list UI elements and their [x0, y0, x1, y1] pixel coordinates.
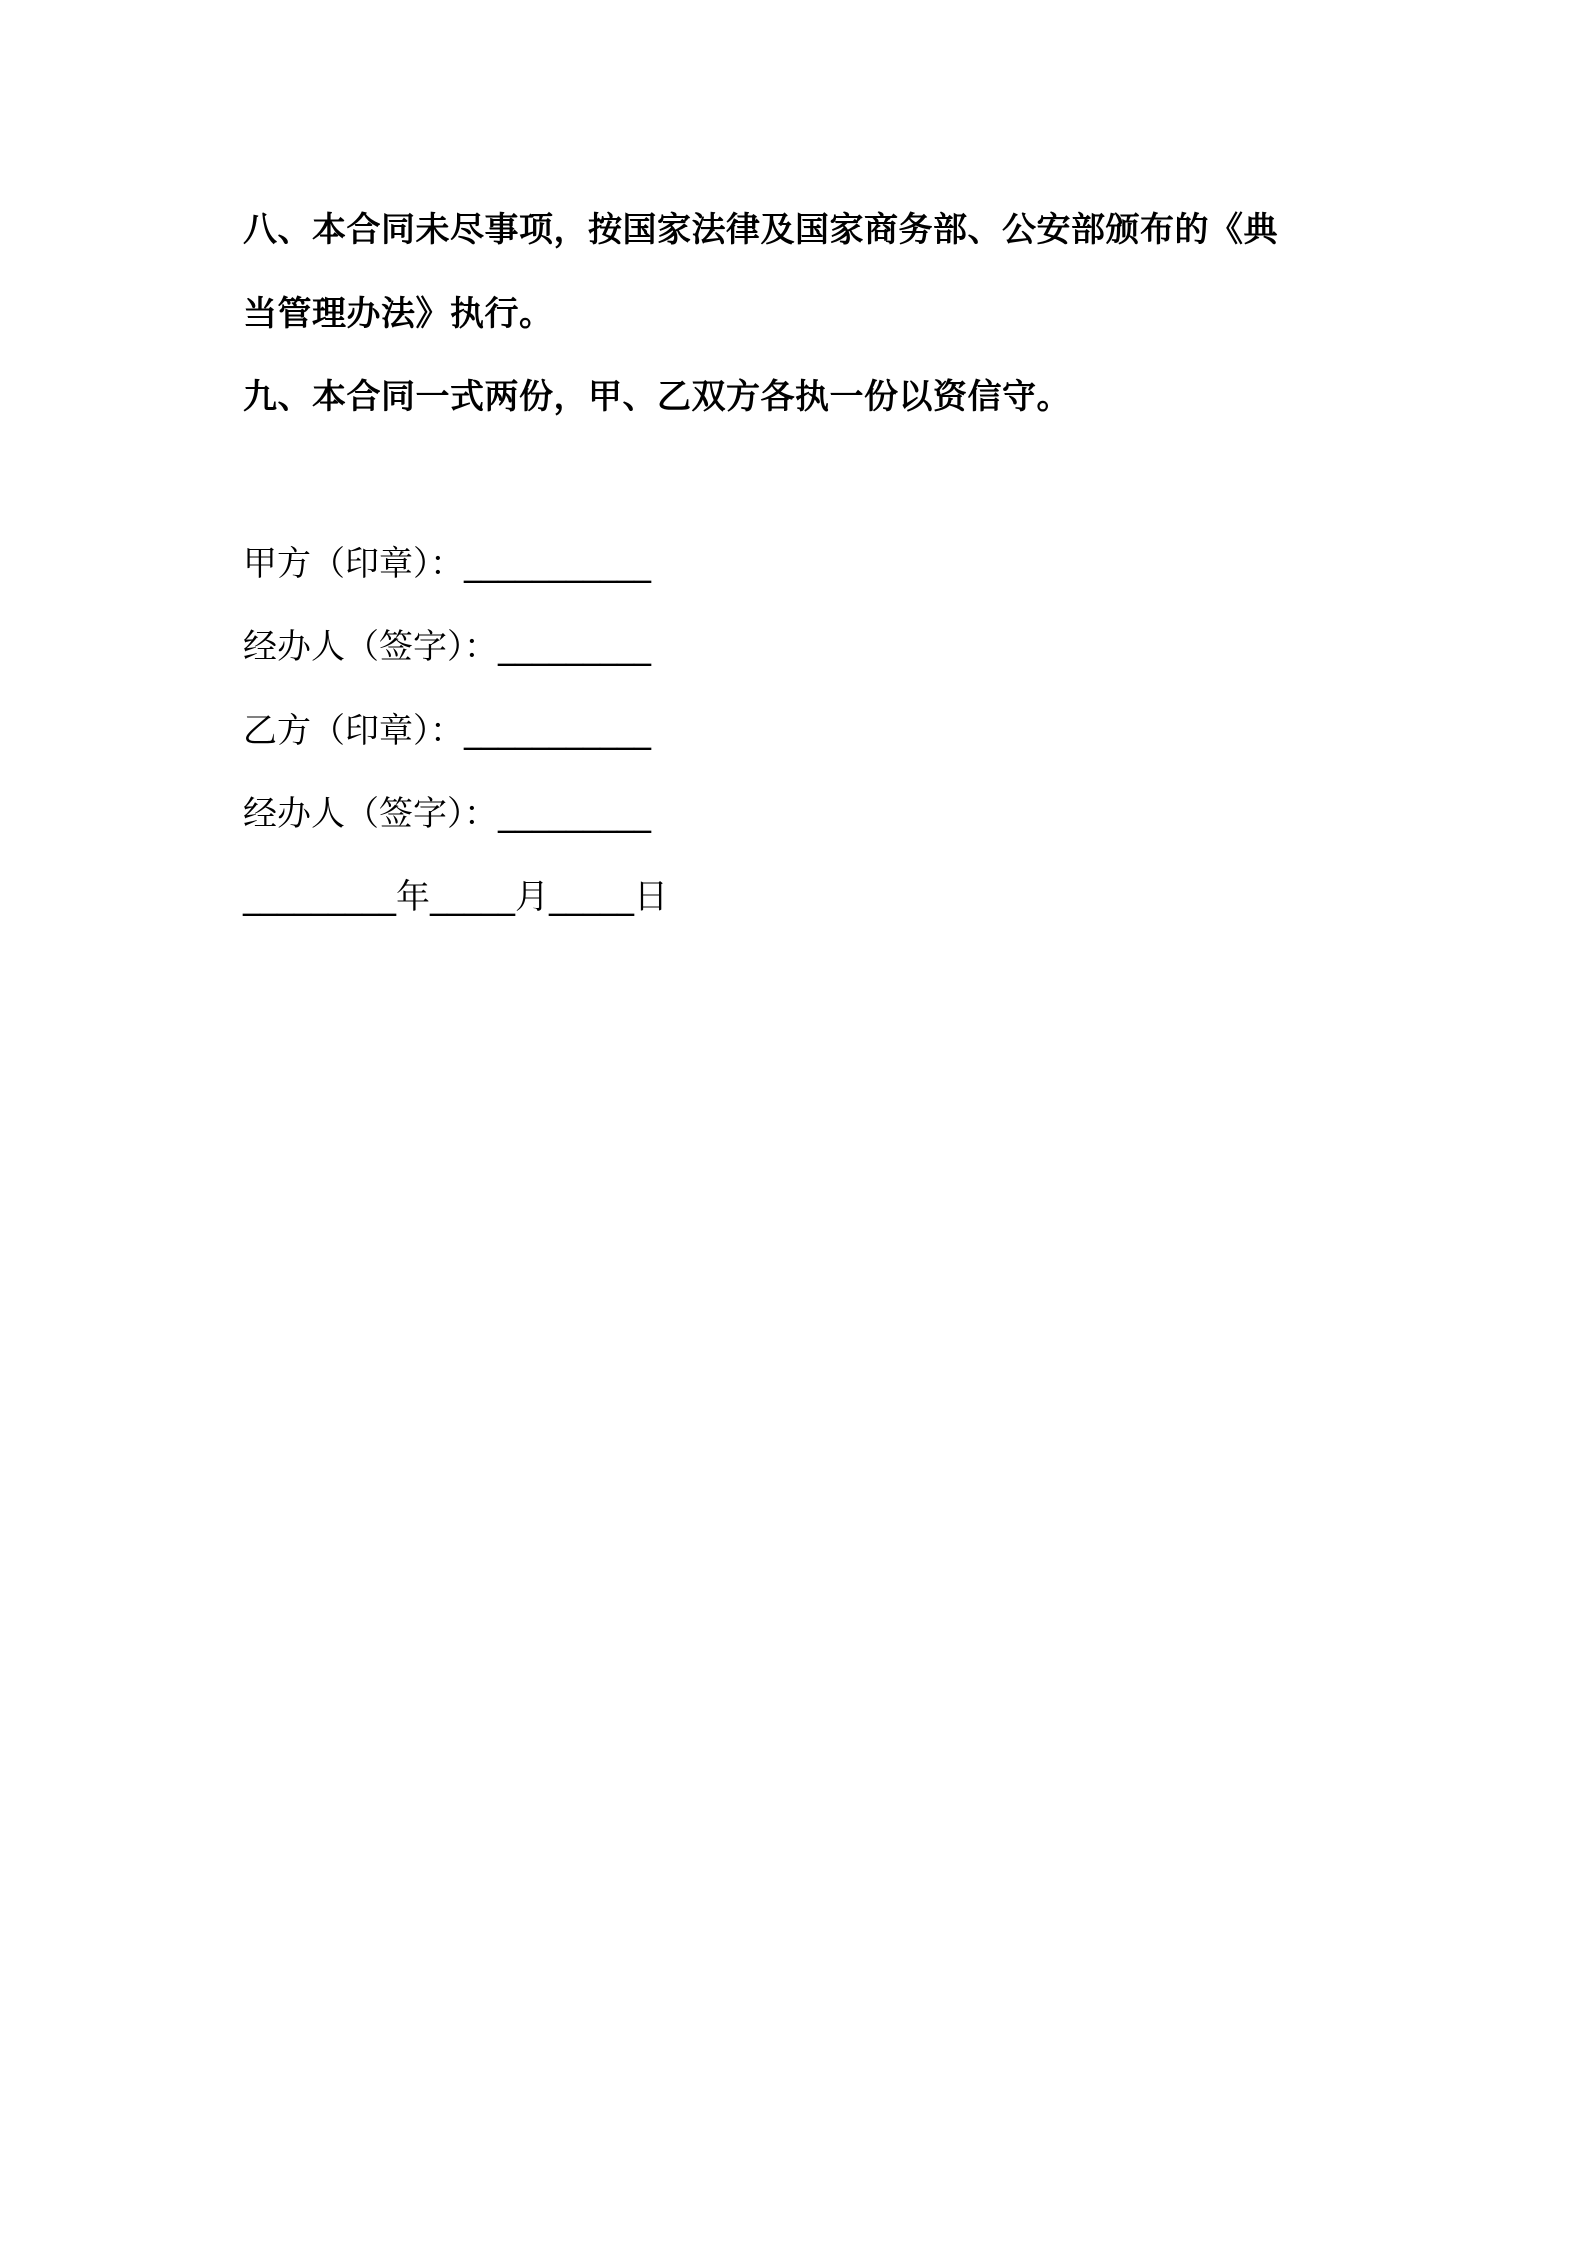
- party-a-agent-signature-line: 经办人（签字）：_________: [243, 627, 651, 667]
- clause-8-line-2: 当管理办法》执行。: [243, 294, 554, 334]
- clause-8-line-1: 八、本合同未尽事项，按国家法律及国家商务部、公安部颁布的《典: [243, 210, 1278, 250]
- clause-9: 九、本合同一式两份，甲、乙双方各执一份以资信守。: [243, 377, 1071, 417]
- party-b-seal-line: 乙方（印章）：___________: [243, 711, 651, 751]
- party-b-agent-signature-line: 经办人（签字）：_________: [243, 794, 651, 834]
- party-a-seal-line: 甲方（印章）：___________: [243, 544, 651, 584]
- date-line: _________年_____月_____日: [243, 877, 668, 917]
